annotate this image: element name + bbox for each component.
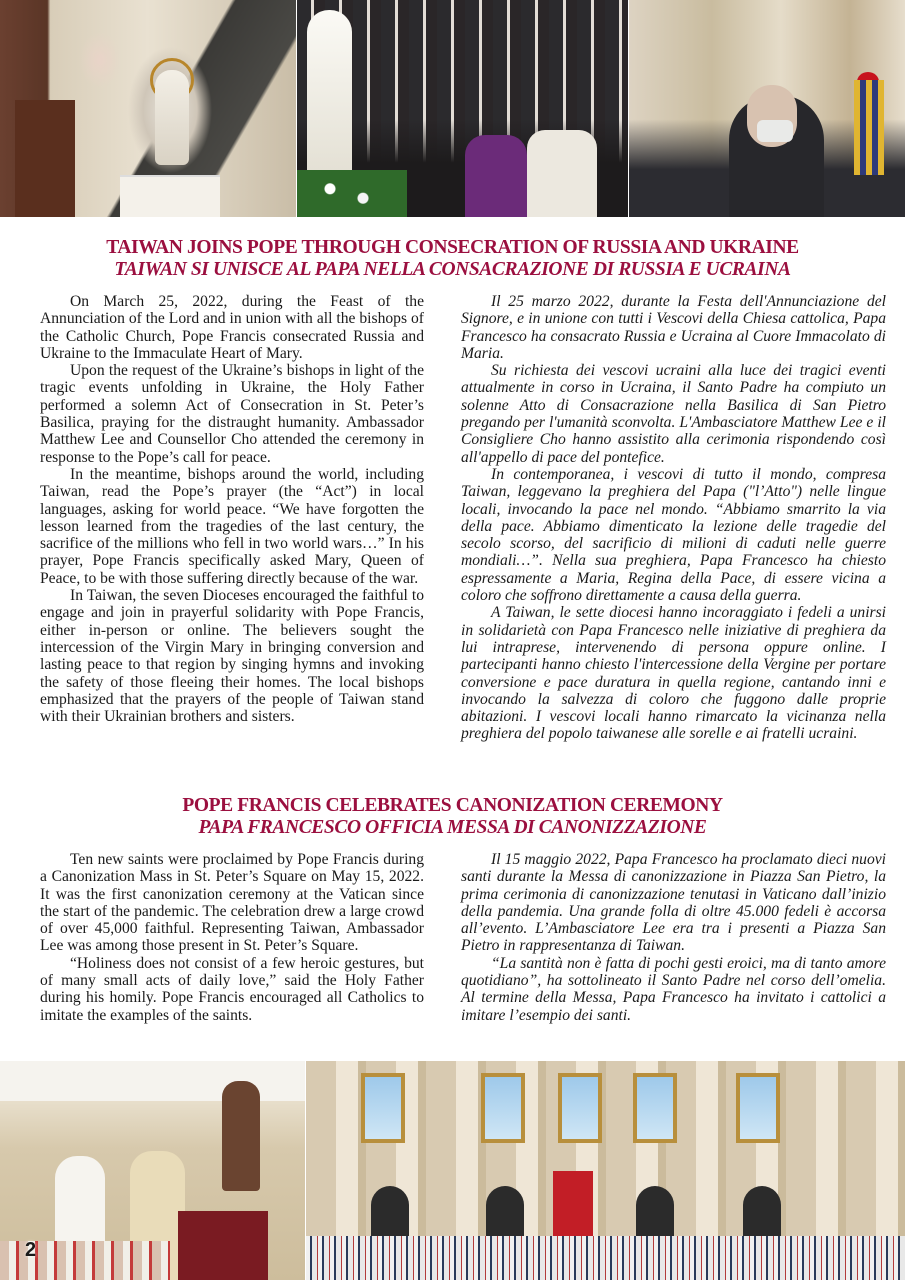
article-1-title-english: TAIWAN JOINS POPE THROUGH CONSECRATION OF RUSSIA AND UKRAINE xyxy=(106,237,799,258)
article-1-heading xyxy=(0,237,905,281)
photo-pope-canonization-altar xyxy=(0,1061,305,1280)
altar-podium xyxy=(178,1211,268,1280)
paragraph: Ten new saints were proclaimed by Pope Francis during a Canonization Mass in St. Peter’s Square on May 15, 2022. It was the first canonization ceremony at the Vatican since the start of the pandemic. The celebration drew a large crowd of over 45,000 faithful. Representing Taiwan, Ambassador Lee was among those present in St. Peter’s Square. xyxy=(40,851,424,955)
altar xyxy=(120,175,220,217)
article-1-english-column xyxy=(40,293,424,725)
pulpit xyxy=(15,100,75,217)
paragraph: Il 25 marzo 2022, durante la Festa dell'Annunciazione del Signore, e in unione con tutti i Vescovi della Chiesa cattolica, Papa Francesco ha consacrato Russia e Ucraina al Cuore Immacolato di Maria. xyxy=(461,293,886,362)
article-1-title-italian: TAIWAN SI UNISCE AL PAPA NELLA CONSACRAZIONE DI RUSSIA E UCRAINA xyxy=(114,259,791,280)
photo-ambassador-in-basilica xyxy=(629,0,905,217)
saint-tapestry xyxy=(736,1073,780,1143)
paragraph: “Holiness does not consist of a few heroic gestures, but of many small acts of daily love,” said the Holy Father during his homily. Pope Francis encouraged all Catholics to imitate the examples of the saints. xyxy=(40,954,424,1024)
swiss-guard xyxy=(854,80,884,175)
saint-tapestry xyxy=(481,1073,525,1143)
paragraph: In contemporanea, i vescovi di tutto il mondo, compresa Taiwan, leggevano la preghiera del Papa ("l’Atto") nelle lingue locali, invocando la pace nel mondo. “Abbiamo smarrito la via della pace. Abbiamo dimenticato la lezione delle tragedie del secolo scorso, del sacrificio di milioni di caduti nelle guerre mondiali…”. Nella sua preghiera, Papa Francesco ha chiesto espressamente a Maria, Regina della Pace, di essere vicina a coloro che soffrono direttamente a causa della guerra. xyxy=(461,465,886,605)
paragraph: In the meantime, bishops around the world, including Taiwan, read the Pope’s prayer (the “Act”) in local languages, asking for world peace. “We have forgotten the lesson learned from the tragedies of the last century, the sacrifice of the millions who fell in two world wars…” In his prayer, Pope Francis specifically asked Mary, Queen of Peace, to be with those suffering directly because of the war. xyxy=(40,465,424,587)
article-2-english-column xyxy=(40,851,424,1024)
paragraph: “La santità non è fatta di pochi gesti eroici, ma di tanto amore quotidiano”, ha sottolineato il Santo Padre nel corso dell’omelia. Al termine della Messa, Papa Francesco ha invitato i cattolici a imitare l’esempio dei santi. xyxy=(461,954,886,1024)
page-number: 2 xyxy=(25,1239,37,1261)
paragraph: On March 25, 2022, during the Feast of the Annunciation of the Lord and in union with all the bishops of the Catholic Church, Pope Francis consecrated Russia and Ukraine to the Immaculate Heart of Mary. xyxy=(40,293,424,362)
article-1-italian-column xyxy=(461,293,886,743)
paragraph: In Taiwan, the seven Dioceses encouraged the faithful to engage and join in prayerful solidarity with Pope Francis, either in-person or online. The believers sought the intercession of the Virgin Mary in bringing conversion and lasting peace to that region by singing hymns and invoking the safety of those fleeing their homes. The local bishops emphasized that the prayers of the people of Taiwan stand with their Ukrainian brothers and sisters. xyxy=(40,587,424,726)
saint-tapestry xyxy=(361,1073,405,1143)
saint-tapestry xyxy=(558,1073,602,1143)
paragraph: Il 15 maggio 2022, Papa Francesco ha proclamato dieci nuovi santi durante la Messa di canonizzazione in Piazza San Pietro, la prima cerimonia di canonizzazione tenutasi in Vaticano dall’inizio della pandemia. Una grande folla di oltre 45.000 fedeli è accorsa all’evento. L’Ambasciatore Lee era tra i presenti a Piazza San Pietro in rappresentanza di Taiwan. xyxy=(461,851,886,955)
saint-tapestry xyxy=(633,1073,677,1143)
madonna-statue xyxy=(222,1081,260,1191)
priest-figure xyxy=(527,130,597,217)
photo-taiwan-church-consecration xyxy=(0,0,296,217)
article-2-heading xyxy=(0,795,905,839)
article-2-italian-column xyxy=(461,851,886,1024)
paragraph: Upon the request of the Ukraine’s bishops in light of the tragic events unfolding in Ukraine, the Holy Father performed a solemn Act of Consecration in St. Peter’s Basilica, praying for the distraught humanity. Ambassador Matthew Lee and Counsellor Cho attended the ceremony in response to the Pope’s call for peace. xyxy=(40,362,424,466)
paragraph: A Taiwan, le sette diocesi hanno incoraggiato i fedeli a unirsi in solidarietà con Papa Francesco nelle iniziative di preghiera da lui intraprese, intervenendo di persona oppure online. I partecipanti hanno chiesto l'intercessione della Vergine per portare conversione e pace duratura in quella regione, cantando inni e invocando la salvezza di coloro che fuggono dalle proprie abitazioni. I vescovi locali hanno rimarcato la vicinanza nella preghiera del popolo taiwanese alle sorelle e ai fratelli ucraini. xyxy=(461,604,886,743)
crowd-in-square xyxy=(306,1236,905,1280)
article-2-title-italian: PAPA FRANCESCO OFFICIA MESSA DI CANONIZZAZIONE xyxy=(198,817,707,838)
photo-pope-incensing-statue xyxy=(297,0,628,217)
photo-st-peters-facade-tapestries xyxy=(306,1061,905,1280)
pope-figure xyxy=(465,135,527,217)
face-mask xyxy=(757,120,793,142)
paragraph: Su richiesta dei vescovi ucraini alla luce dei tragici eventi attualmente in corso in Ucraina, il Santo Padre ha compiuto un solenne Atto di Consacrazione nella Basilica di San Pietro pregando per l'umanità sconvolta. L'Ambasciatore Matthew Lee e il Consigliere Cho hanno assistito alla cerimonia rispondendo così all'appello di pace del pontefice. xyxy=(461,362,886,466)
flowers xyxy=(297,170,407,217)
fatima-statue xyxy=(155,70,189,165)
article-2-title-english: POPE FRANCIS CELEBRATES CANONIZATION CEREMONY xyxy=(182,795,723,816)
